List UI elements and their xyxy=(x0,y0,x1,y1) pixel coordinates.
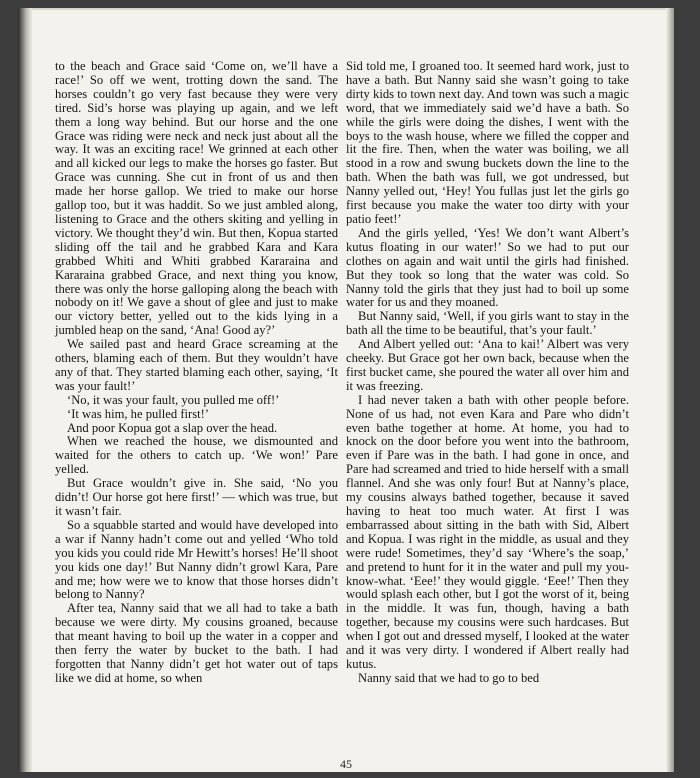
page-right-edge xyxy=(666,8,674,772)
paragraph: When we reached the house, we dismounted and waited for the others to catch up. ‘We won!’ Pare yelled. xyxy=(55,434,338,477)
paragraph: ‘It was him, he pulled first!’ xyxy=(67,406,209,421)
paragraph: I had never taken a bath with other people before. None of us had, not even Kara and Pare who didn’t even bathe together at home. At home, you had to knock on the door before you went into the bathroom, even if Pare was in the bath. I had gone in once, and Pare had screamed and tried to hide herself with a small flannel. And she was only four! But at Nanny’s place, my cousins always bathed together, because it saved having to heat too much water. At first I was embarrassed about sitting in the bath with Sid, Albert and Kopua. I was right in the middle, as usual and they were rude! Sometimes, they’d say ‘Where’s the soap,’ and pretend to hunt for it in the water and pull my you-know-what. ‘Eee!’ they would giggle. ‘Eee!’ Then they would splash each other, but I got the worst of it, being in the middle. It was fun, though, having a bath together, because my cousins were such hardcases. But when I got out and dressed myself, I looked at the water and it was very dirty. I wondered if Albert really had kutus. xyxy=(346,392,629,671)
right-text-column xyxy=(346,60,629,686)
page-gutter-shadow xyxy=(18,8,32,772)
paragraph: But Nanny said, ‘Well, if you girls want to stay in the bath all the time to be beautiful, that’s your fault.’ xyxy=(346,309,629,338)
paragraph: But Grace wouldn’t give in. She said, ‘No you didn’t! Our horse got here first!’ — which was true, but it wasn’t fair. xyxy=(55,476,338,518)
book-page xyxy=(18,8,674,772)
paragraph: And Albert yelled out: ‘Ana to kai!’ Albert was very cheeky. But Grace got her own back, because when the first bucket came, she poured the water all over him and it was freezing. xyxy=(346,337,629,393)
paragraph: After tea, Nanny said that we all had to take a bath because we were dirty. My cousins groaned, because that meant having to boil up the water in a copper and then ferry the water by bucket to the bath. I had forgotten that Nanny didn’t get hot water out of taps like we did at home, so when xyxy=(55,601,338,685)
paragraph: ‘No, it was your fault, you pulled me off!’ xyxy=(67,392,280,407)
page-number: 45 xyxy=(340,757,352,771)
paragraph: And poor Kopua got a slap over the head. xyxy=(67,420,278,435)
paragraph: Nanny said that we had to go to bed xyxy=(358,670,540,685)
paragraph: We sailed past and heard Grace screaming at the others, blaming each of them. But they wouldn’t have any of that. They started blaming each other, saying, ‘It was your fault!’ xyxy=(55,337,338,393)
paragraph: So a squabble started and would have developed into a war if Nanny hadn’t come out and yelled ‘Who told you kids you could ride Mr Hewitt’s horses! He’ll shoot you kids one day!’ But Nanny didn’t growl Kara, Pare and me; how were we to know that those horses didn’t belong to Nanny? xyxy=(55,517,338,602)
paragraph: And the girls yelled, ‘Yes! We don’t want Albert’s kutus floating in our water!’ So we had to put our clothes on again and wait until the girls had finished. But they took so long that the water was cold. So Nanny told the girls that they just had to boil up some water for us and they moaned. xyxy=(346,225,629,310)
paragraph: to the beach and Grace said ‘Come on, we’ll have a race!’ So off we went, trotting down the sand. The horses couldn’t go very fast because they were very tired. Sid’s horse was playing up again, and we left them a long way behind. But our horse and the one Grace was riding were neck and neck just about all the way. It was an exciting race! We grinned at each other and all kicked our legs to make the horses go faster. But Grace was cunning. She cut in front of us and then made her horse gallop. We tried to make our horse gallop too, but it was haddit. So we just ambled along, listening to Grace and the others skiting and yelling in victory. We thought they’d win. But then, Kopua started sliding off the tail and he grabbed Kara and Kara grabbed Whiti and Whiti grabbed Kararaina and Kararaina grabbed Grace, and next thing you know, there was only the horse galloping along the beach with nobody on it! We gave a shout of glee and just to make our victory better, yelled out to the kids lying in a jumbled heap on the sand, ‘Ana! Good ay?’ xyxy=(55,59,338,338)
paragraph: Sid told me, I groaned too. It seemed hard work, just to have a bath. But Nanny said she wasn’t going to take dirty kids to town next day. And town was such a magic word, that we immediately said we’d have a bath. So while the girls were doing the dishes, I went with the boys to the wash house, where we filled the copper and lit the fire. Then, when the water was boiling, we all stood in a row and swung buckets down the line to the bath. When the bath was full, we got undressed, but Nanny yelled out, ‘Hey! You fullas just let the girls go first because you make the water too dirty with your patio feet!’ xyxy=(346,59,629,226)
left-text-column xyxy=(55,60,338,686)
page-top-edge xyxy=(32,8,672,10)
